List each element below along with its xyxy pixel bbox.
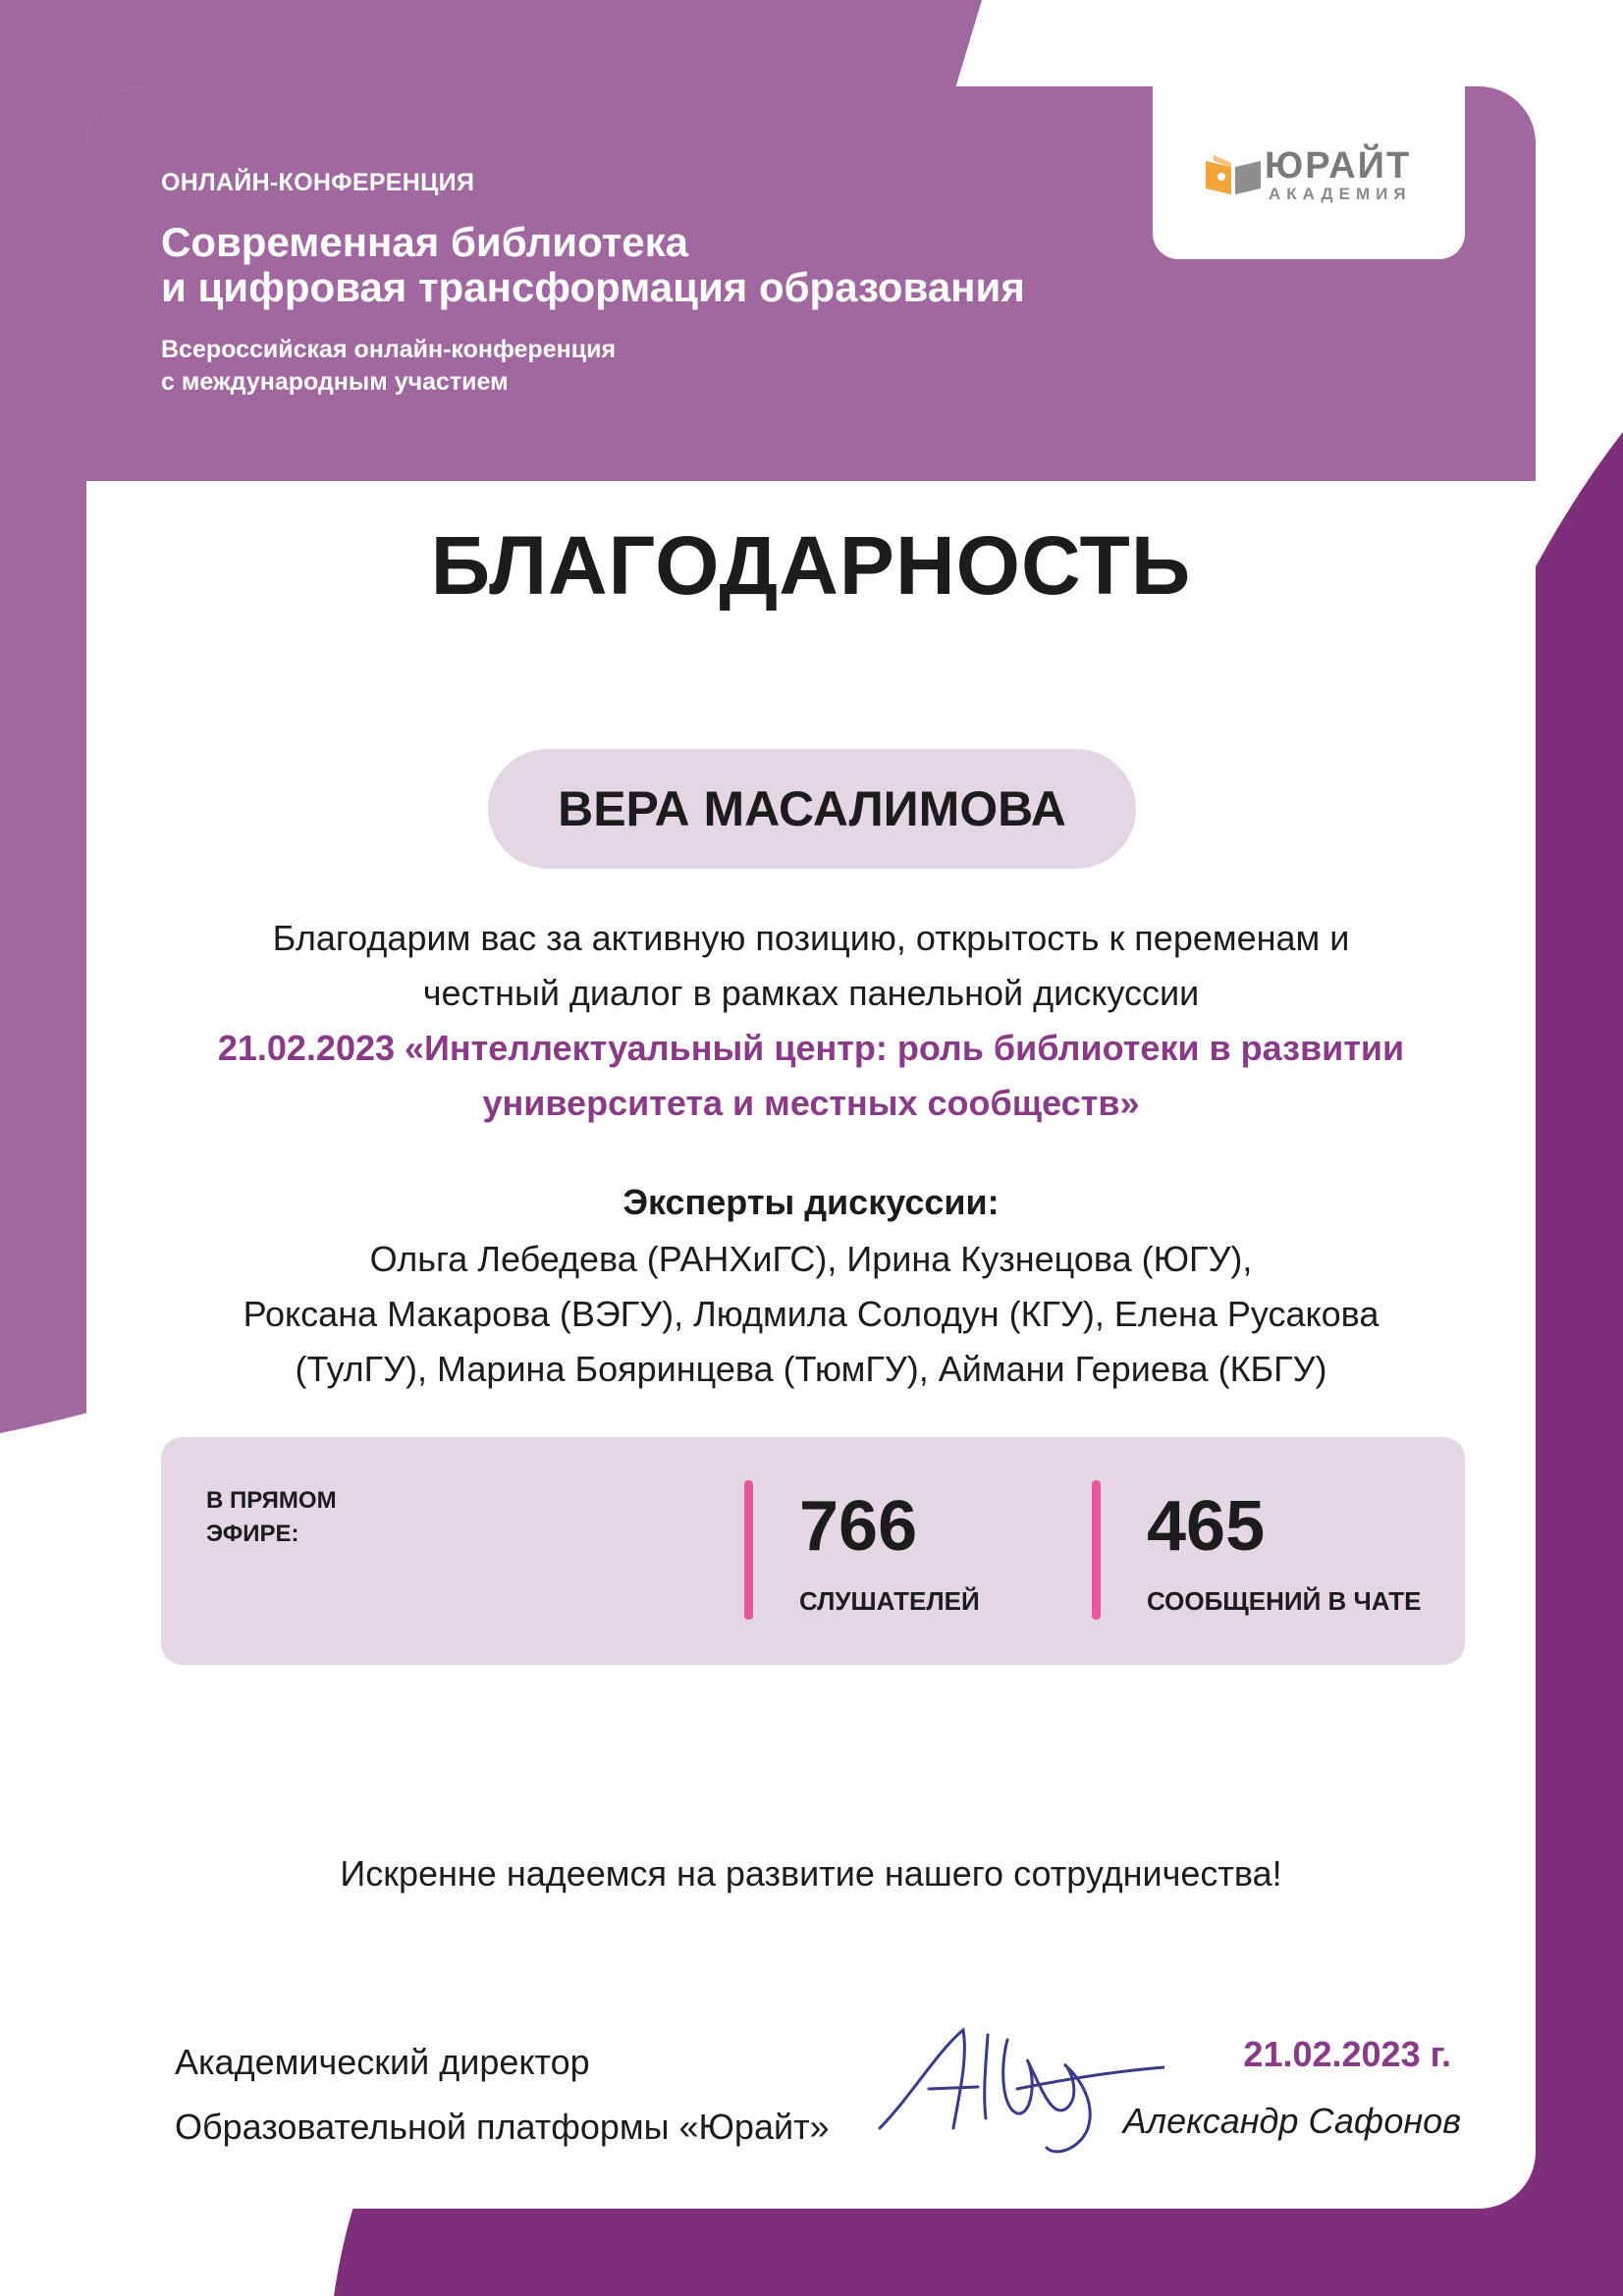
live-label-line1: В ПРЯМОМ bbox=[206, 1487, 337, 1514]
topic-line1: 21.02.2023 «Интеллектуальный центр: роль библиотеки в развитии bbox=[217, 1028, 1405, 1068]
experts-list bbox=[185, 1232, 1437, 1397]
certificate-card bbox=[86, 86, 1536, 2209]
logo-name: ЮРАЙТ bbox=[1265, 145, 1412, 187]
topic-line2: университета и местных сообществ» bbox=[482, 1083, 1140, 1123]
recipient-name: ВЕРА МАСАЛИМОВА bbox=[488, 749, 1136, 869]
logo-subtitle: АКАДЕМИЯ bbox=[1269, 185, 1412, 203]
open-book-icon bbox=[1204, 149, 1263, 198]
listeners-accent-bar bbox=[744, 1480, 753, 1620]
live-label bbox=[206, 1484, 403, 1551]
signatory-title bbox=[175, 2030, 921, 2160]
messages-caption: СООБЩЕНИЙ В ЧАТЕ bbox=[1147, 1586, 1422, 1616]
listeners-count: 766 bbox=[799, 1487, 918, 1566]
experts-line2: Роксана Макарова (ВЭГУ), Людмила Солодун (КГУ), Елена Русакова bbox=[243, 1294, 1380, 1334]
experts-line3: (ТулГУ), Марина Бояринцева (ТюмГУ), Аймани Гериева (КБГУ) bbox=[295, 1349, 1327, 1389]
thanks-text bbox=[185, 911, 1437, 1021]
signatory-title-line1: Академический директор bbox=[175, 2042, 590, 2082]
signature-date: 21.02.2023 г. bbox=[1243, 2034, 1451, 2074]
messages-accent-bar bbox=[1092, 1480, 1101, 1620]
conference-subtitle-line1: Всероссийская онлайн-конференция bbox=[161, 336, 617, 363]
signatory-title-line2: Образовательной платформы «Юрайт» bbox=[175, 2107, 830, 2147]
handwritten-signature bbox=[870, 2010, 1164, 2177]
live-label-line2: ЭФИРЕ: bbox=[206, 1521, 299, 1547]
logo bbox=[1153, 86, 1465, 259]
listeners-caption: СЛУШАТЕЛЕЙ bbox=[799, 1586, 980, 1616]
certificate-title: БЛАГОДАРНОСТЬ bbox=[430, 519, 1192, 612]
conference-title-line1: Современная библиотека bbox=[161, 219, 689, 265]
conference-label: ОНЛАЙН-КОНФЕРЕНЦИЯ bbox=[161, 169, 475, 196]
conference-subtitle bbox=[161, 334, 848, 399]
conference-title bbox=[161, 220, 1143, 310]
closing-text: Искренне надеемся на развитие нашего сотрудничества! bbox=[340, 1853, 1282, 1894]
messages-count: 465 bbox=[1147, 1487, 1266, 1566]
experts-heading: Эксперты дискуссии: bbox=[622, 1182, 1000, 1222]
thanks-line2: честный диалог в рамках панельной дискуссии bbox=[422, 973, 1200, 1013]
experts-line1: Ольга Лебедева (РАНХиГС), Ирина Кузнецова (ЮГУ), bbox=[369, 1239, 1253, 1279]
signatory-name: Александр Сафонов bbox=[1122, 2101, 1461, 2141]
card-header bbox=[86, 86, 1536, 481]
conference-title-line2: и цифровая трансформация образования bbox=[161, 264, 1025, 310]
discussion-topic bbox=[185, 1021, 1437, 1131]
stats-panel bbox=[161, 1437, 1465, 1665]
thanks-line1: Благодарим вас за активную позицию, открытость к переменам и bbox=[272, 918, 1350, 958]
conference-subtitle-line2: с международным участием bbox=[161, 368, 509, 396]
